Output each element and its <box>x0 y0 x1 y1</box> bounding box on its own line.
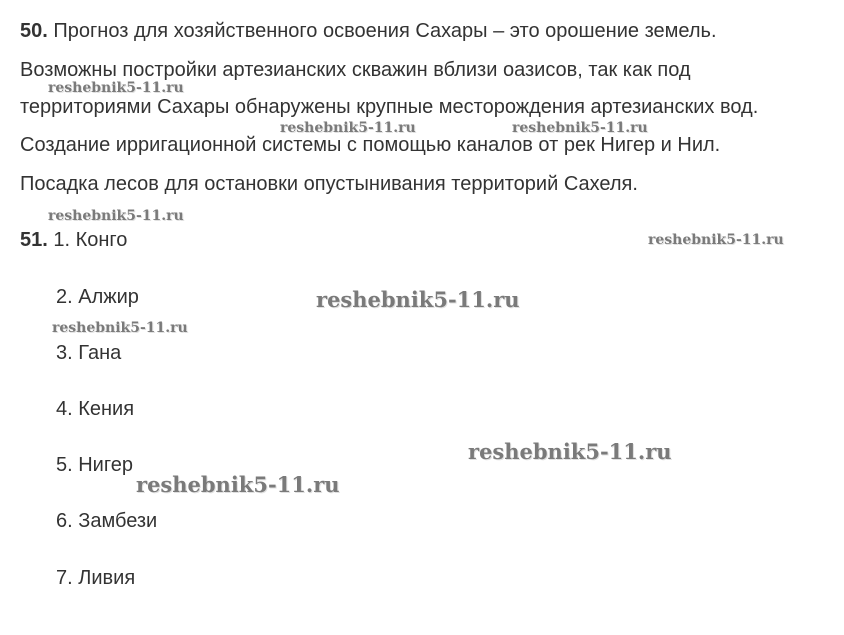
task-51-number: 51. <box>20 229 48 251</box>
task-51-item-1: 1. Конго <box>53 229 128 251</box>
task-50-intro-text: Прогноз для хозяйственного освоения Сахары – это орошение земель. <box>53 20 717 42</box>
watermark: reshebnik5-11.ru <box>648 232 784 248</box>
watermark: reshebnik5-11.ru <box>52 320 188 336</box>
task-50-number: 50. <box>20 20 48 42</box>
watermark: reshebnik5-11.ru <box>468 439 672 464</box>
watermark: reshebnik5-11.ru <box>48 208 184 224</box>
task-50-intro-line <box>20 19 717 43</box>
task-50-paragraph-1-line-1: Возможны постройки артезианских скважин вблизи оазисов, так как под <box>20 59 691 81</box>
task-51-item-3: 3. Гана <box>56 342 122 364</box>
task-51-item-2: 2. Алжир <box>56 286 139 308</box>
watermark: reshebnik5-11.ru <box>136 472 340 497</box>
task-51-item-4: 4. Кения <box>56 398 135 420</box>
watermark: reshebnik5-11.ru <box>512 120 648 136</box>
task-50-paragraph-1-line-2: территориями Сахары обнаружены крупные месторождения артезианских вод. <box>20 96 759 118</box>
task-51-item-6: 6. Замбези <box>56 510 158 532</box>
task-51-item-1-line <box>20 228 127 252</box>
task-51-item-5: 5. Нигер <box>56 454 133 476</box>
task-50-paragraph-2: Создание ирригационной системы с помощью каналов от рек Нигер и Нил. <box>20 134 721 156</box>
watermark: reshebnik5-11.ru <box>316 287 520 312</box>
watermark: reshebnik5-11.ru <box>280 120 416 136</box>
task-51-item-7: 7. Ливия <box>56 567 136 589</box>
task-50-paragraph-3: Посадка лесов для остановки опустынивания территорий Сахеля. <box>20 173 638 195</box>
watermark: reshebnik5-11.ru <box>48 80 184 96</box>
